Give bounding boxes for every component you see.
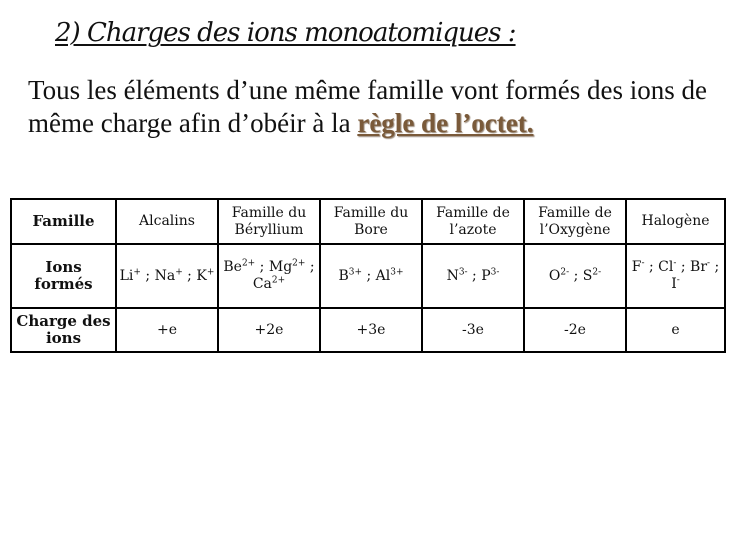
ion-symbol: Na	[154, 267, 176, 284]
family-cell: Alcalins	[116, 199, 218, 244]
charge-cell: +3e	[320, 308, 422, 352]
ion	[671, 276, 680, 292]
ion-charge: -	[676, 275, 680, 286]
ion-charge: 2+	[241, 258, 256, 269]
ions-cell: $N^{3-}$ ; $P^{3-}$	[422, 244, 524, 308]
ion-symbol: B	[338, 267, 349, 284]
ion-charge: 3-	[458, 266, 468, 277]
family-cell: Famille de l’Oxygène	[524, 199, 626, 244]
ion-symbol: S	[582, 267, 593, 284]
family-cell: Halogène	[626, 199, 725, 244]
octet-rule-link[interactable]: règle de l’octet.	[357, 108, 534, 138]
table-row	[11, 308, 725, 352]
ion-charge: 2-	[592, 266, 602, 277]
row-label-charge: Charge des ions	[11, 308, 116, 352]
section-title: 2) Charges des ions monoatomiques :	[55, 18, 516, 48]
ion-symbol: Br	[690, 259, 708, 275]
ion	[690, 259, 710, 275]
charge-cell: -2e	[524, 308, 626, 352]
ion-charge: +	[175, 266, 183, 277]
family-cell: Famille de l’azote	[422, 199, 524, 244]
ion-symbol: Al	[375, 267, 391, 284]
ion-charge: 2+	[292, 258, 306, 269]
ion-symbol: P	[481, 267, 491, 284]
ion-charge: -	[641, 258, 645, 269]
intro-text: Tous les éléments d’une même famille vont formés des ions de même charge afin d’obéir à la	[28, 75, 707, 138]
row-label-famille: Famille	[11, 199, 116, 244]
row-label-ions: Ions formés	[11, 244, 116, 308]
ion	[658, 259, 676, 275]
ion-charge: -	[707, 258, 711, 269]
ion-charge: 3+	[348, 266, 363, 277]
ion	[632, 259, 645, 275]
ion	[447, 268, 468, 284]
ion	[376, 268, 404, 284]
ion-symbol: O	[548, 267, 561, 284]
ions-cell: F- ; Cl- ; Br- ; I-	[626, 244, 725, 308]
ion-symbol: Mg	[268, 259, 293, 275]
ion-charge: 3-	[490, 266, 500, 277]
ion-charge: 2+	[271, 275, 286, 286]
ion-symbol: N	[446, 267, 459, 284]
ion	[583, 268, 601, 284]
ions-cell: $Be^{2+}$ ; $Mg^{2+}$ ; $Ca^{2+}$	[218, 244, 320, 308]
family-cell: Famille du Béryllium	[218, 199, 320, 244]
ion	[120, 268, 141, 284]
ion-charge: +	[133, 266, 141, 277]
ion-symbol: F	[631, 259, 642, 275]
ion-charge: 3+	[390, 266, 404, 277]
ion	[481, 268, 499, 284]
ion	[155, 268, 183, 284]
ion	[253, 276, 285, 292]
table-row	[11, 244, 725, 308]
ion-symbol: K	[196, 267, 207, 284]
family-cell: Famille du Bore	[320, 199, 422, 244]
charge-cell: e	[626, 308, 725, 352]
ion	[196, 268, 214, 284]
charge-cell: +2e	[218, 308, 320, 352]
intro-paragraph	[28, 74, 718, 140]
ion-symbol: Li	[119, 267, 134, 284]
ion	[269, 259, 306, 275]
ion-charges-table	[10, 198, 726, 353]
ion-symbol: Be	[223, 259, 242, 275]
ion-symbol: Cl	[658, 259, 674, 275]
ion-charge: -	[673, 258, 677, 269]
table-row	[11, 199, 725, 244]
ion-symbol: Ca	[252, 276, 272, 292]
ion-charge: +	[206, 266, 215, 277]
ions-cell: $B^{3+}$ ; $Al^{3+}$	[320, 244, 422, 308]
ion	[549, 268, 569, 284]
ion	[338, 268, 362, 284]
ion-symbol: I	[671, 276, 677, 292]
ions-cell: Li+ ; Na+ ; K+	[116, 244, 218, 308]
ions-cell: $O^{2-}$ ; $S^{2-}$	[524, 244, 626, 308]
charge-cell: -3e	[422, 308, 524, 352]
ion	[223, 259, 255, 275]
ion-charge: 2-	[560, 266, 570, 277]
charge-cell: +e	[116, 308, 218, 352]
